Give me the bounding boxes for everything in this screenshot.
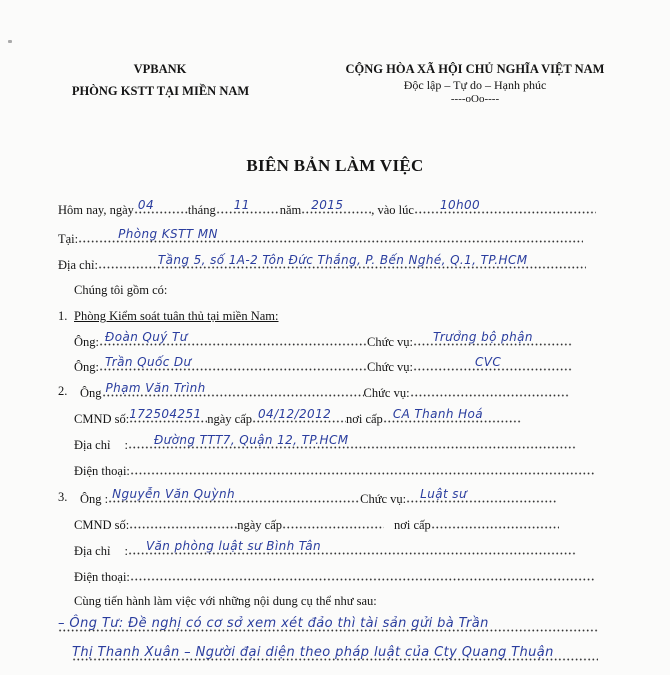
phone-field[interactable] [130,462,594,475]
id-field[interactable] [129,407,207,423]
issue-place-field[interactable] [431,516,559,529]
id-label: CMND số: [74,412,130,426]
address-field[interactable] [128,433,576,449]
section1-person-2 [74,355,573,374]
issue-place-field[interactable] [383,407,521,423]
id-label: CMND số: [74,518,130,532]
person-name-value: Đoàn Quý Tư [105,330,188,344]
issue-place-label: nơi cấp [394,518,431,532]
section1-person-1 [74,330,573,349]
role-label: Chức vụ: [367,360,414,374]
month-label: tháng [187,203,216,217]
address-colon: : [124,438,128,452]
national-motto: Độc lập – Tự do – Hạnh phúc [403,78,547,92]
content-line-1[interactable] [58,616,598,632]
person-name-field[interactable] [102,381,364,397]
country-name: CỘNG HÒA XÃ HỘI CHỦ NGHĨA VIỆT NAM [345,62,605,76]
person-name-value: Nguyễn Văn Quỳnh [112,487,235,501]
issue-date-label: ngày cấp [237,518,282,532]
section2-phone-line [74,462,594,478]
issue-date-field[interactable] [252,407,346,423]
role-field[interactable] [410,384,570,397]
section3-phone-line [74,568,594,584]
year-label: năm [279,203,302,217]
department-name: PHÒNG KSTT TẠI MIỀN NAM [71,84,250,98]
time-label: , vào lúc [371,203,414,217]
section3-id-line [74,516,559,532]
issue-date-value: 04/12/2012 [258,407,332,421]
person-name-field[interactable] [108,487,360,503]
section1-number: 1. [58,309,68,323]
address-label: Địa chỉ: [58,258,98,272]
phone-label: Điện thoại: [74,570,130,584]
members-intro: Chúng tôi gồm có: [74,283,168,297]
id-value: 172504251 [129,407,202,421]
section2-address-line [74,433,576,452]
place-line [58,227,583,246]
issue-place-value: CA Thanh Hoá [392,407,484,421]
section3-person [80,487,556,506]
address-label: Địa chỉ [74,544,111,558]
issue-date-field[interactable] [282,516,384,529]
role-label: Chức vụ: [360,492,407,506]
person-name-field[interactable] [99,330,367,346]
date-intro: Hôm nay, ngày [58,203,134,217]
content-line-2[interactable] [72,645,598,661]
section2-number: 2. [58,384,68,398]
person-label: Ông [80,386,102,400]
year-field[interactable] [301,198,371,214]
place-value: Phòng KSTT MN [118,227,218,241]
issue-date-label: ngày cấp [207,412,252,426]
issue-place-label: nơi cấp [346,412,383,426]
section2-person [80,381,570,400]
content-line-1-text: – Ông Tư: Đề nghị có cơ sở xem xét đảo thì tài sản gửi bà Trần [58,616,489,631]
address-label: Địa chỉ [74,438,111,452]
id-field[interactable] [129,516,237,529]
address-value: Đường TTT7, Quận 12, TP.HCM [153,433,349,447]
role-label: Chức vụ: [363,386,410,400]
time-field[interactable] [414,198,596,214]
address-field[interactable] [128,539,576,555]
person-label: Ông: [74,335,99,349]
month-value: 11 [233,198,250,212]
year-value: 2015 [311,198,344,212]
person-name-field[interactable] [99,355,367,371]
section3-address-line [74,539,576,558]
scan-speck [8,40,12,43]
date-line [58,198,596,217]
phone-label: Điện thoại: [74,464,130,478]
section1-heading: Phòng Kiểm soát tuân thủ tại miền Nam: [74,309,279,323]
role-field[interactable] [406,487,556,503]
role-label: Chức vụ: [367,335,414,349]
month-field[interactable] [216,198,280,214]
org-name: VPBANK [133,62,187,76]
address-line [58,253,586,272]
role-value: CVC [475,355,502,369]
address-field[interactable] [98,253,586,269]
day-value: 04 [137,198,154,212]
time-value: 10h00 [439,198,481,212]
person-name-value: Phạm Văn Trình [105,381,206,395]
role-field[interactable] [413,355,573,371]
document-title: BIÊN BẢN LÀM VIỆC [246,156,424,175]
phone-field[interactable] [130,568,594,581]
role-value: Trưởng bộ phận [433,330,533,344]
person-label: Ông: [74,360,99,374]
place-label: Tại: [58,232,79,246]
address-value: Văn phòng luật sư Bình Tân [145,539,322,553]
address-value: Tầng 5, số 1A-2 Tôn Đức Thắng, P. Bến Nghé, Q.1, TP.HCM [157,253,528,267]
role-field[interactable] [413,330,573,346]
person-label: Ông : [80,492,109,506]
section3-number: 3. [58,490,68,504]
role-value: Luật sư [420,487,467,501]
header-ornament: ----oOo---- [450,93,500,105]
address-colon: : [124,544,128,558]
content-line-2-text: Thị Thanh Xuân – Người đại diện theo pháp luật của Cty Quang Thuận [72,645,554,660]
section2-id-line [74,407,521,426]
place-field[interactable] [78,227,583,243]
person-name-value: Trần Quốc Dư [105,355,192,369]
content-intro: Cùng tiến hành làm việc với những nội dung cụ thể như sau: [74,594,377,608]
day-field[interactable] [134,198,188,214]
